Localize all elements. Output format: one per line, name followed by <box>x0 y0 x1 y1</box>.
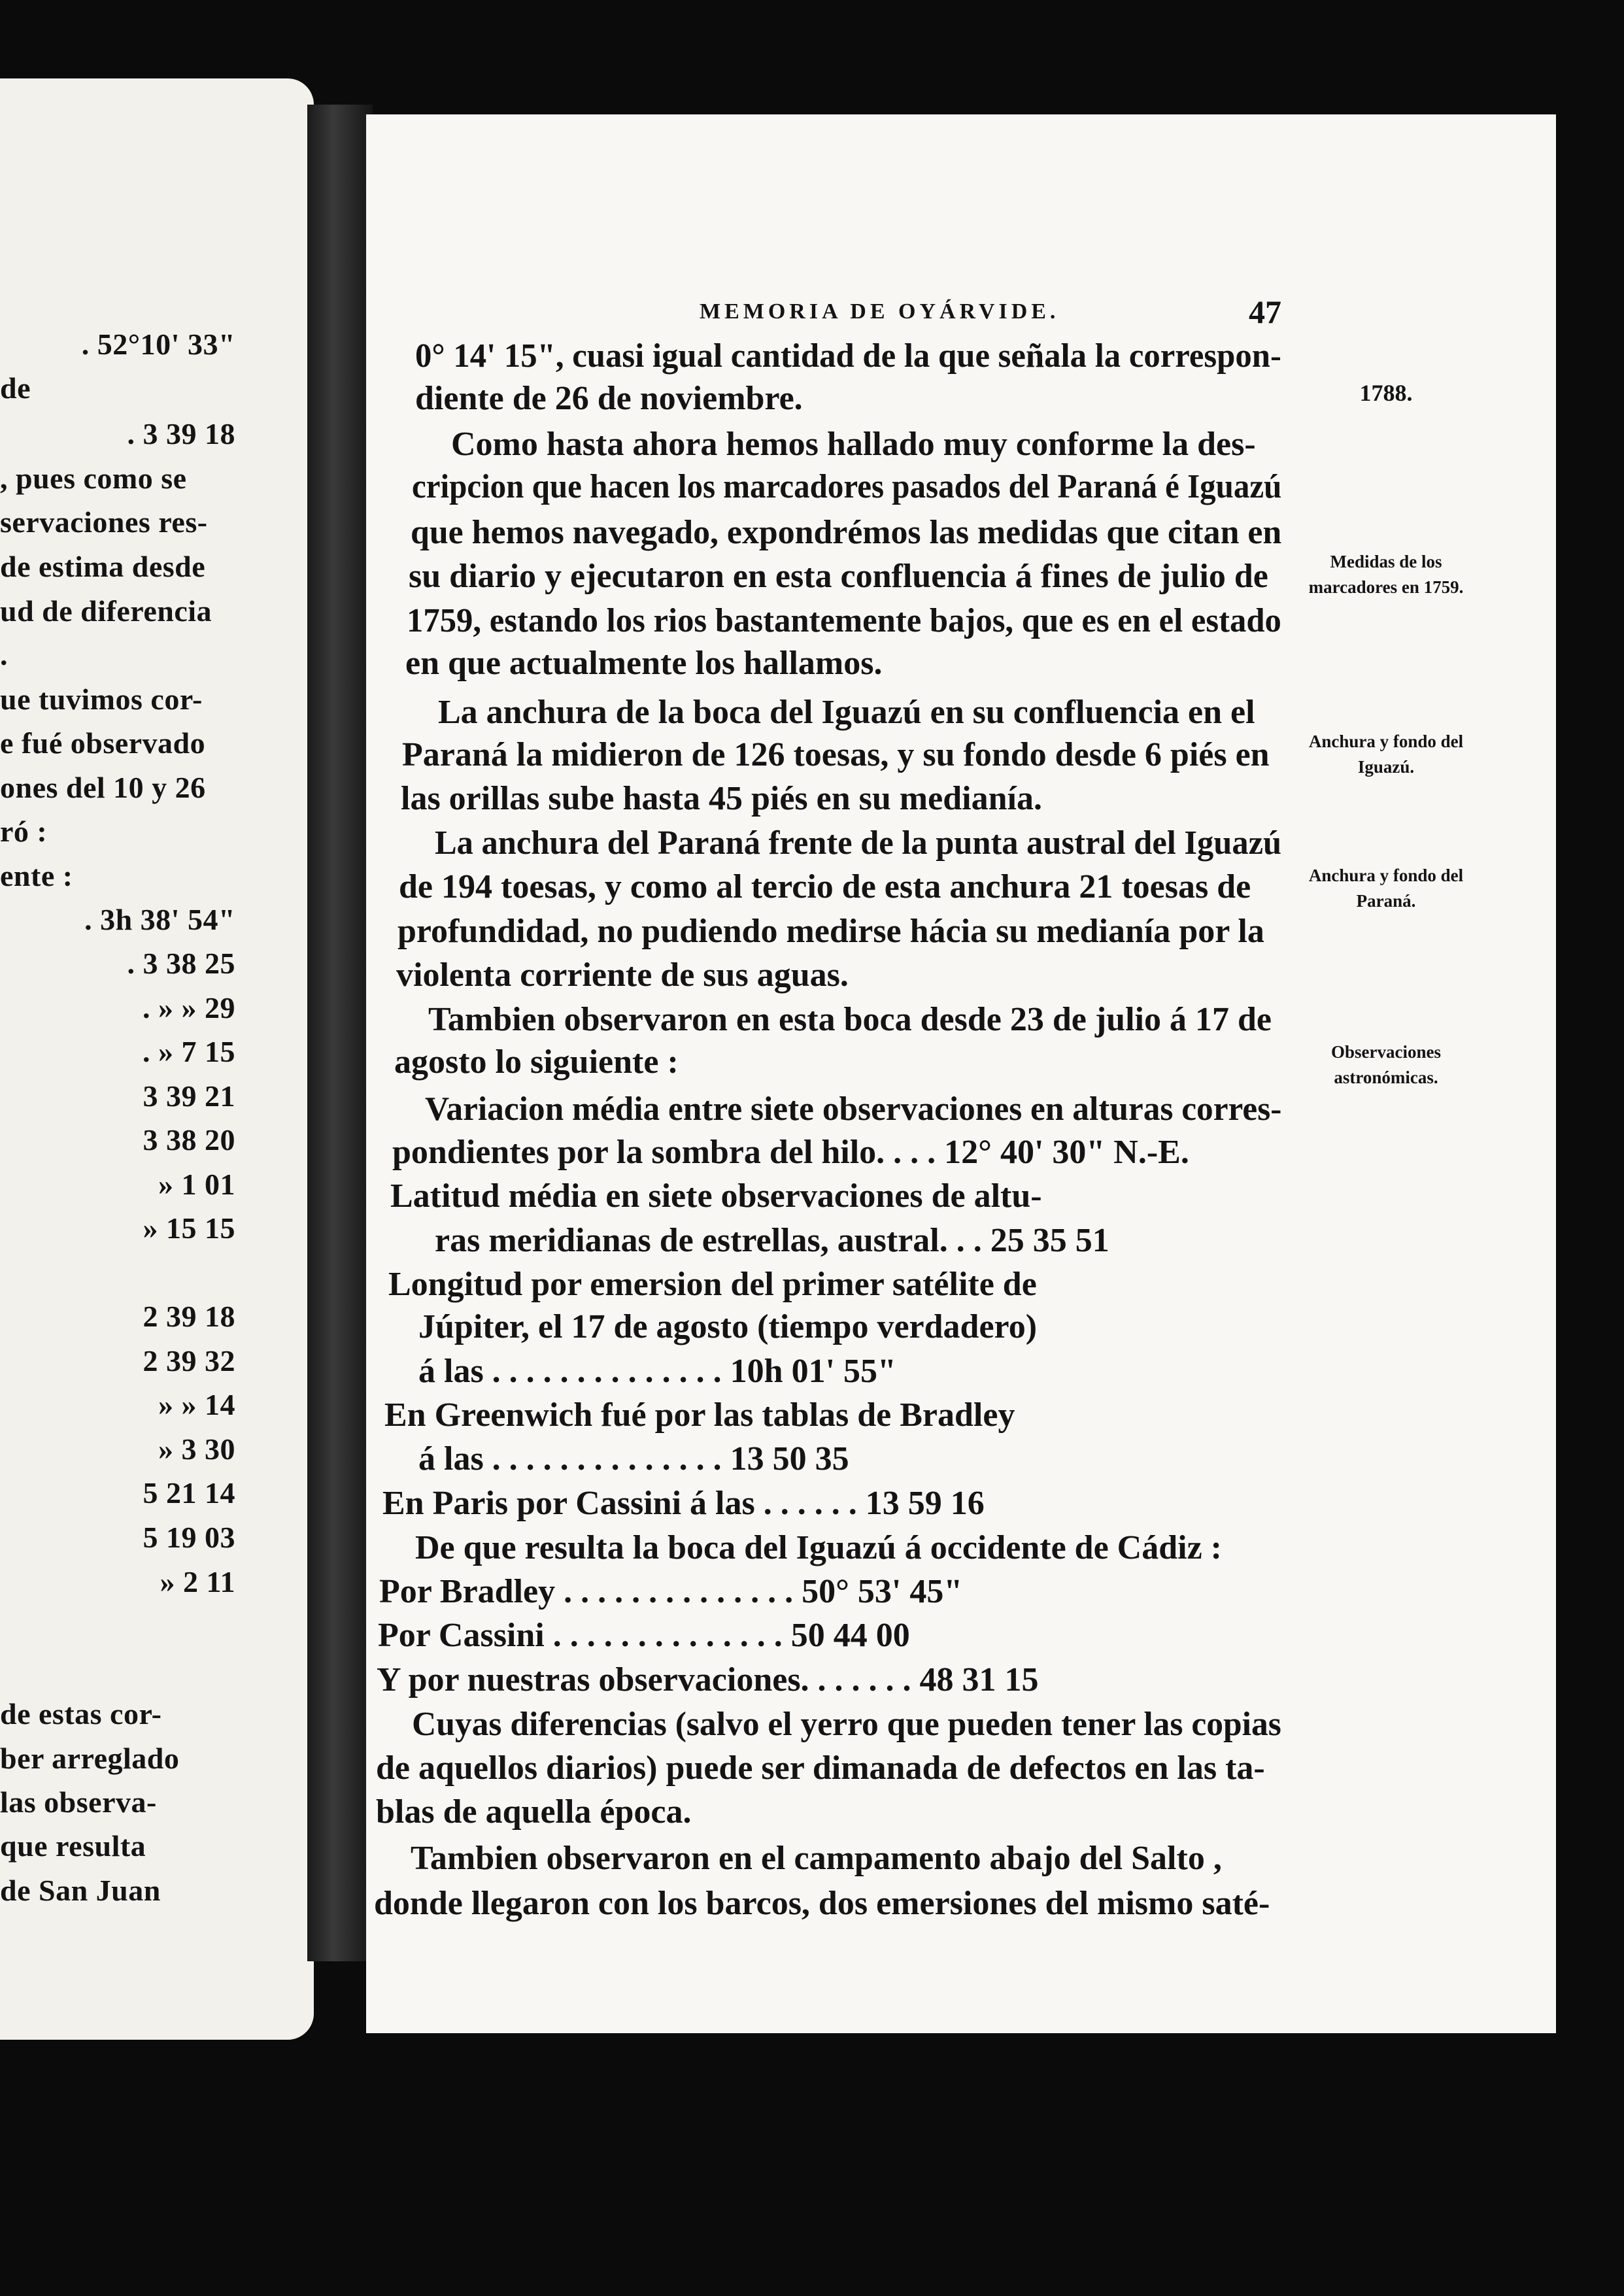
body-line: Tambien observaron en el campamento abajo del Salto , <box>411 1840 1222 1877</box>
facing-page-line: . <box>0 638 8 671</box>
body-line: cripcion que hacen los marcadores pasados del Paraná é Iguazú <box>412 468 1282 505</box>
facing-page-line: de estas cor- <box>0 1697 162 1730</box>
body-line: su diario y ejecutaron en esta confluencia á fines de julio de <box>409 558 1268 595</box>
facing-page-line: 5 19 03 <box>143 1521 235 1554</box>
page-gutter <box>307 105 373 1961</box>
body-line: En Paris por Cassini á las . . . . . . 13 59 16 <box>382 1485 985 1522</box>
body-line: pondientes por la sombra del hilo. . . . 12° 40' 30" N.-E. <box>392 1134 1189 1171</box>
body-line: Tambien observaron en esta boca desde 23 de julio á 17 de <box>428 1001 1272 1038</box>
facing-page-line: de estima desde <box>0 550 206 583</box>
facing-page-line: ud de diferencia <box>0 594 212 628</box>
facing-page-line: » 15 15 <box>143 1211 235 1245</box>
body-line: á las . . . . . . . . . . . . . . 10h 01' 55" <box>418 1353 896 1390</box>
body-line: ras meridianas de estrellas, austral. . . 25 35 51 <box>435 1222 1109 1259</box>
facing-page-line: ber arreglado <box>0 1742 180 1775</box>
facing-page-line: 3 39 21 <box>143 1079 235 1113</box>
body-line: Como hasta ahora hemos hallado muy conforme la des- <box>451 426 1256 463</box>
facing-page-line: de <box>0 371 31 405</box>
facing-page-line: 2 39 32 <box>143 1344 235 1377</box>
facing-page-line: . 3 39 18 <box>127 417 235 450</box>
body-line: 1759, estando los rios bastantemente bajos, que es en el estado <box>407 602 1281 639</box>
page-number: 47 <box>1249 294 1281 330</box>
body-line: las orillas sube hasta 45 piés en su medianía. <box>401 780 1042 817</box>
body-line: donde llegaron con los barcos, dos emersiones del mismo saté- <box>374 1885 1270 1922</box>
body-line: 0° 14' 15", cuasi igual cantidad de la que señala la correspon- <box>415 337 1281 375</box>
body-line: de aquellos diarios) puede ser dimanada de defectos en las ta- <box>376 1749 1265 1787</box>
margin-note: Medidas de los marcadores en 1759. <box>1308 552 1464 598</box>
body-line: Cuyas diferencias (salvo el yerro que pueden tener las copias <box>412 1706 1281 1743</box>
facing-page-line: . » 7 15 <box>143 1035 235 1068</box>
facing-page-line: » 2 11 <box>160 1565 235 1598</box>
body-line: que hemos navegado, expondrémos las medidas que citan en <box>411 514 1282 551</box>
body-line: En Greenwich fué por las tablas de Bradley <box>384 1396 1015 1434</box>
body-line: blas de aquella época. <box>376 1793 692 1831</box>
facing-page-line: , pues como se <box>0 462 187 495</box>
facing-page-line: . 52°10' 33" <box>81 328 235 361</box>
facing-page-line: ró : <box>0 815 48 848</box>
facing-page-line: » 1 01 <box>158 1168 235 1201</box>
facing-page-line: de San Juan <box>0 1874 161 1907</box>
facing-page-line: . » » 29 <box>143 991 235 1024</box>
facing-page-line: ue tuvimos cor- <box>0 683 203 716</box>
margin-note: Anchura y fondo del Paraná. <box>1308 866 1464 911</box>
margin-note: Anchura y fondo del Iguazú. <box>1308 732 1464 777</box>
facing-page-line: 5 21 14 <box>143 1476 235 1510</box>
body-line: La anchura del Paraná frente de la punta austral del Iguazú <box>435 824 1282 862</box>
body-line: De que resulta la boca del Iguazú á occidente de Cádiz : <box>415 1529 1222 1566</box>
body-line: diente de 26 de noviembre. <box>415 380 803 417</box>
facing-page-line: » » 14 <box>158 1388 235 1421</box>
facing-page-line: servaciones res- <box>0 505 208 539</box>
facing-page-line: que resulta <box>0 1829 146 1863</box>
body-line: Variacion média entre siete observaciones en alturas corres- <box>425 1090 1282 1128</box>
body-line: La anchura de la boca del Iguazú en su confluencia en el <box>438 694 1255 731</box>
facing-page-line: las observa- <box>0 1785 157 1819</box>
body-line: Paraná la midieron de 126 toesas, y su fondo desde 6 piés en <box>402 736 1270 773</box>
body-line: Y por nuestras observaciones. . . . . . . 48 31 15 <box>377 1661 1039 1698</box>
body-line: profundidad, no pudiendo medirse hácia su medianía por la <box>398 913 1264 950</box>
facing-page-line: e fué observado <box>0 726 206 760</box>
body-line: Latitud média en siete observaciones de altu- <box>390 1177 1042 1215</box>
body-line: violenta corriente de sus aguas. <box>396 956 849 994</box>
running-header: MEMORIA DE OYÁRVIDE. <box>700 299 1060 324</box>
margin-note: 1788. <box>1359 380 1413 406</box>
margin-note: Observaciones astronómicas. <box>1331 1042 1441 1088</box>
body-line: Júpiter, el 17 de agosto (tiempo verdadero) <box>418 1308 1038 1345</box>
body-line: agosto lo siguiente : <box>394 1043 679 1081</box>
facing-page-line: ones del 10 y 26 <box>0 771 206 804</box>
body-line: á las . . . . . . . . . . . . . . 13 50 35 <box>418 1440 849 1477</box>
facing-page-line: . 3 38 25 <box>127 947 235 980</box>
body-line: en que actualmente los hallamos. <box>405 645 883 682</box>
facing-page-line: 2 39 18 <box>143 1300 235 1333</box>
body-line: de 194 toesas, y como al tercio de esta anchura 21 toesas de <box>399 868 1251 905</box>
facing-page-line: . 3h 38' 54" <box>84 903 235 936</box>
facing-page-line: ente : <box>0 859 73 892</box>
body-line: Longitud por emersion del primer satélite de <box>388 1266 1037 1303</box>
body-line: Por Cassini . . . . . . . . . . . . . . 50 44 00 <box>378 1617 910 1654</box>
facing-page-line: 3 38 20 <box>143 1123 235 1156</box>
body-line: Por Bradley . . . . . . . . . . . . . . 50° 53' 45" <box>379 1573 963 1610</box>
facing-page-line: » 3 30 <box>158 1432 235 1466</box>
